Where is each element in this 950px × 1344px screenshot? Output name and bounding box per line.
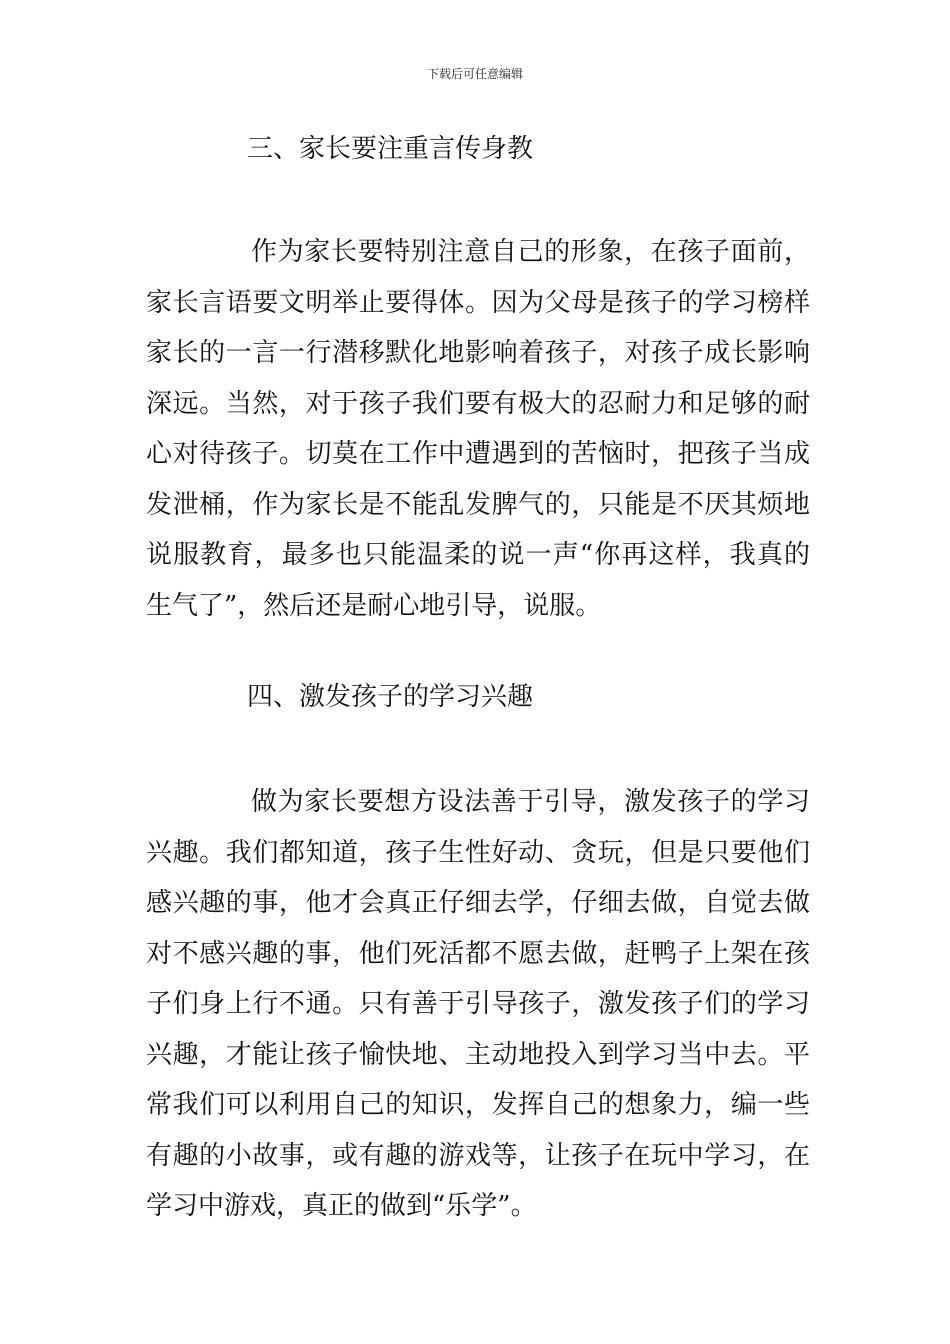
section-heading-1: 三、家长要注重言传身教	[247, 134, 534, 164]
paragraph-line: 感兴趣的事，他才会真正仔细去学，仔细去做，自觉去做	[146, 888, 810, 918]
paragraph-line: 子们身上行不通。只有善于引导孩子，激发孩子们的学习	[146, 989, 810, 1019]
section-paragraph-1	[146, 227, 810, 631]
paragraph-line: 兴趣，才能让孩子愉快地、主动地投入到学习当中去。平	[146, 1039, 810, 1070]
section-paragraph-2	[146, 777, 810, 1232]
paragraph-line: 心对待孩子。切莫在工作中遭遇到的苦恼时，把孩子当成	[146, 439, 810, 469]
paragraph-line: 发泄桶，作为家长是不能乱发脾气的，只能是不厌其烦地	[146, 489, 810, 520]
paragraph-line: 有趣的小故事，或有趣的游戏等，让孩子在玩中学习，在	[146, 1140, 810, 1171]
page-header: 下载后可任意编辑	[426, 67, 523, 81]
paragraph-line: 家长的一言一行潜移默化地影响着孩子，对孩子成长影响	[146, 338, 810, 368]
paragraph-line: 做为家长要想方设法善于引导，激发孩子的学习	[251, 787, 810, 817]
paragraph-line: 对不感兴趣的事，他们死活都不愿去做，赶鸭子上架在孩	[146, 938, 810, 969]
section-heading-2: 四、激发孩子的学习兴趣	[247, 682, 534, 712]
paragraph-line: 家长言语要文明举止要得体。因为父母是孩子的学习榜样	[146, 287, 810, 318]
paragraph-line: 常我们可以利用自己的知识，发挥自己的想象力，编一些	[146, 1090, 810, 1120]
paragraph-line: 深远。当然，对于孩子我们要有极大的忍耐力和足够的耐	[146, 388, 810, 419]
paragraph-line: 作为家长要特别注意自己的形象，在孩子面前，	[251, 237, 810, 267]
paragraph-line: 生气了”，然后还是耐心地引导，说服。	[146, 590, 602, 621]
paragraph-line: 学习中游戏，真正的做到“乐学”。	[146, 1191, 537, 1221]
paragraph-line: 说服教育，最多也只能温柔的说一声“你再这样，我真的	[146, 540, 810, 570]
paragraph-line: 兴趣。我们都知道，孩子生性好动、贪玩，但是只要他们	[146, 837, 810, 868]
